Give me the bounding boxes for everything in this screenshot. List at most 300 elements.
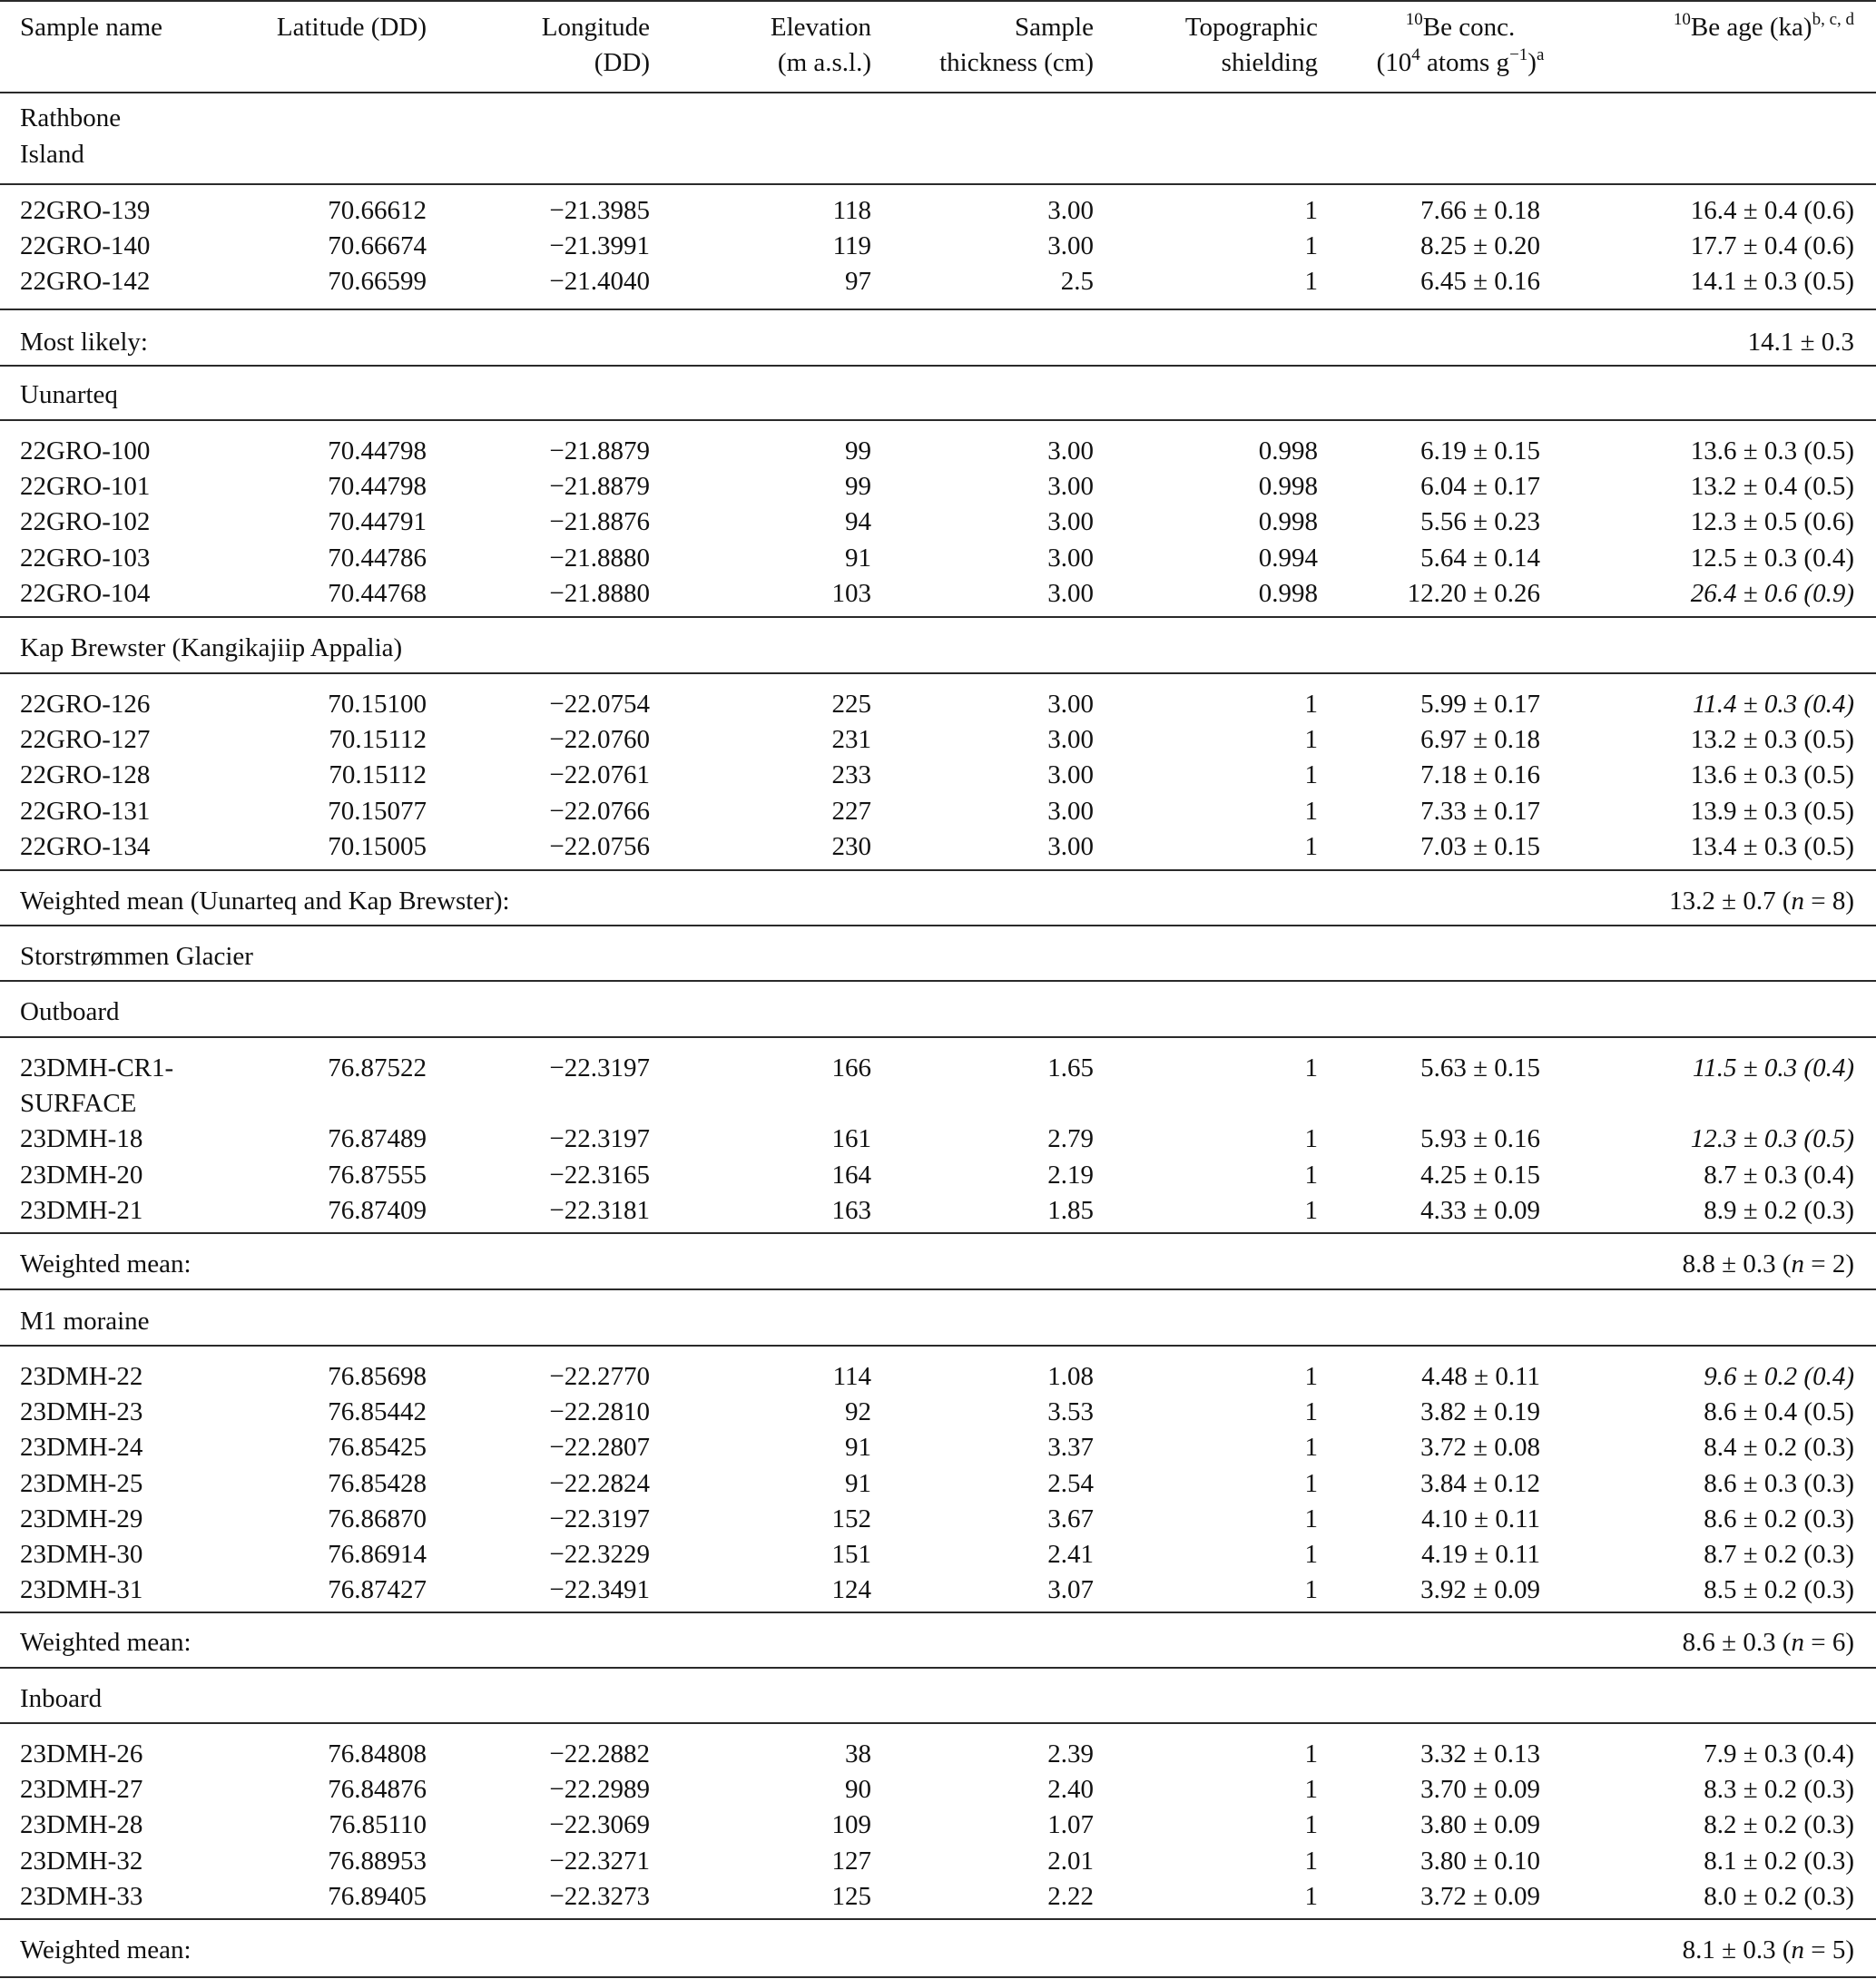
cell-sample-name: 22GRO-100 bbox=[20, 436, 151, 465]
cell-be-age: 8.6 ± 0.2 (0.3) bbox=[1704, 1504, 1854, 1533]
section-label: Kap Brewster (Kangikajiip Appalia) bbox=[20, 633, 403, 662]
cell-thickness: 3.00 bbox=[1047, 832, 1094, 861]
cell-thickness: 3.00 bbox=[1047, 544, 1094, 573]
table-row bbox=[0, 193, 1876, 229]
cell-shielding: 0.998 bbox=[1258, 507, 1318, 536]
section-label: M1 moraine bbox=[20, 1307, 150, 1336]
cell-thickness: 2.79 bbox=[1047, 1124, 1094, 1153]
header-sample-thickness bbox=[939, 10, 1094, 81]
cell-be-age: 14.1 ± 0.3 (0.5) bbox=[1690, 267, 1854, 296]
cell-sample-name: 23DMH-27 bbox=[20, 1775, 143, 1804]
cell-be-conc: 5.93 ± 0.16 bbox=[1420, 1124, 1540, 1153]
section-label-line2: Island bbox=[20, 140, 84, 169]
table-row bbox=[0, 1122, 1876, 1157]
header-thickness-line2: thickness (cm) bbox=[939, 48, 1094, 77]
summary-label: Weighted mean: bbox=[20, 1628, 192, 1657]
cell-thickness: 3.00 bbox=[1047, 436, 1094, 465]
cell-shielding: 0.994 bbox=[1258, 544, 1318, 573]
cell-thickness: 1.85 bbox=[1047, 1196, 1094, 1225]
cell-shielding: 1 bbox=[1304, 1575, 1318, 1604]
table-row bbox=[0, 1808, 1876, 1843]
group-rule bbox=[0, 616, 1876, 618]
cell-elevation: 152 bbox=[831, 1504, 871, 1533]
cell-be-conc: 6.04 ± 0.17 bbox=[1420, 472, 1540, 501]
cell-latitude: 76.88953 bbox=[328, 1847, 427, 1876]
cell-be-conc: 3.72 ± 0.09 bbox=[1420, 1882, 1540, 1911]
cell-sample-name: 22GRO-102 bbox=[20, 507, 151, 536]
summary-value-count: = 5) bbox=[1803, 1935, 1854, 1964]
table-row bbox=[0, 1359, 1876, 1395]
group-rule bbox=[0, 1612, 1876, 1613]
summary-value-main: 8.1 ± 0.3 ( bbox=[1682, 1935, 1792, 1964]
summary-value-n: n bbox=[1791, 887, 1804, 916]
cell-elevation: 166 bbox=[831, 1053, 871, 1083]
cell-be-age: 13.2 ± 0.3 (0.5) bbox=[1690, 725, 1854, 754]
cell-thickness: 3.00 bbox=[1047, 797, 1094, 826]
cell-sample-name: 22GRO-142 bbox=[20, 267, 151, 296]
cell-latitude: 70.44768 bbox=[328, 579, 427, 608]
cell-shielding: 1 bbox=[1304, 1161, 1318, 1190]
cell-latitude: 70.15100 bbox=[328, 690, 427, 719]
cell-elevation: 38 bbox=[845, 1739, 871, 1768]
header-thickness-line1: Sample bbox=[1015, 13, 1094, 42]
group-rule bbox=[0, 309, 1876, 310]
cell-be-conc: 5.64 ± 0.14 bbox=[1420, 544, 1540, 573]
cell-be-conc: 4.25 ± 0.15 bbox=[1420, 1161, 1540, 1190]
cell-be-age: 12.3 ± 0.3 (0.5) bbox=[1690, 1124, 1854, 1153]
cell-elevation: 90 bbox=[845, 1775, 871, 1804]
cell-be-conc: 3.80 ± 0.10 bbox=[1420, 1847, 1540, 1876]
cell-sample-name: 23DMH-24 bbox=[20, 1433, 143, 1462]
cell-thickness: 3.00 bbox=[1047, 507, 1094, 536]
cell-be-conc: 6.45 ± 0.16 bbox=[1420, 267, 1540, 296]
cell-shielding: 1 bbox=[1304, 1775, 1318, 1804]
cell-sample-name: 23DMH-25 bbox=[20, 1469, 143, 1498]
cell-sample-name: 23DMH-32 bbox=[20, 1847, 143, 1876]
cell-shielding: 1 bbox=[1304, 1362, 1318, 1391]
table-row bbox=[0, 1737, 1876, 1772]
table-row bbox=[0, 576, 1876, 612]
cell-elevation: 227 bbox=[831, 797, 871, 826]
header-longitude bbox=[542, 10, 650, 81]
cell-thickness: 3.37 bbox=[1047, 1433, 1094, 1462]
cell-thickness: 3.00 bbox=[1047, 690, 1094, 719]
cell-shielding: 1 bbox=[1304, 1739, 1318, 1768]
cell-be-conc: 3.82 ± 0.19 bbox=[1420, 1397, 1540, 1426]
header-conc-label: Be conc. bbox=[1422, 13, 1516, 42]
cell-longitude: −22.2770 bbox=[549, 1362, 650, 1391]
cell-be-age: 9.6 ± 0.2 (0.4) bbox=[1704, 1362, 1854, 1391]
cell-elevation: 114 bbox=[832, 1362, 871, 1391]
cell-be-age: 13.4 ± 0.3 (0.5) bbox=[1690, 832, 1854, 861]
cell-longitude: −22.0761 bbox=[549, 760, 650, 789]
table-row bbox=[0, 1051, 1876, 1086]
cell-latitude: 76.87522 bbox=[328, 1053, 427, 1083]
header-rule bbox=[0, 92, 1876, 93]
cell-elevation: 103 bbox=[831, 579, 871, 608]
header-elevation bbox=[771, 10, 871, 81]
cell-thickness: 2.19 bbox=[1047, 1161, 1094, 1190]
cell-longitude: −22.0760 bbox=[549, 725, 650, 754]
cell-be-conc: 3.70 ± 0.09 bbox=[1420, 1775, 1540, 1804]
cell-be-age: 8.5 ± 0.2 (0.3) bbox=[1704, 1575, 1854, 1604]
cell-shielding: 1 bbox=[1304, 1847, 1318, 1876]
table-row bbox=[0, 1466, 1876, 1502]
cell-thickness: 3.00 bbox=[1047, 196, 1094, 225]
table-row bbox=[0, 758, 1876, 793]
cell-be-age: 13.9 ± 0.3 (0.5) bbox=[1690, 797, 1854, 826]
cell-elevation: 124 bbox=[831, 1575, 871, 1604]
cell-latitude: 76.87489 bbox=[328, 1124, 427, 1153]
table-row-continuation bbox=[0, 1086, 1876, 1122]
cell-be-conc: 5.99 ± 0.17 bbox=[1420, 690, 1540, 719]
cell-latitude: 70.66674 bbox=[328, 231, 427, 260]
cell-shielding: 1 bbox=[1304, 1053, 1318, 1083]
cell-latitude: 70.15077 bbox=[328, 797, 427, 826]
bottom-rule bbox=[0, 1976, 1876, 1978]
cell-latitude: 70.44791 bbox=[328, 507, 427, 536]
cell-shielding: 1 bbox=[1304, 1124, 1318, 1153]
table-row bbox=[0, 794, 1876, 829]
cell-longitude: −21.3991 bbox=[549, 231, 650, 260]
cell-longitude: −21.8879 bbox=[549, 436, 650, 465]
cell-latitude: 76.89405 bbox=[328, 1882, 427, 1911]
table-row bbox=[0, 469, 1876, 505]
cell-elevation: 127 bbox=[831, 1847, 871, 1876]
cell-longitude: −22.3197 bbox=[549, 1053, 650, 1083]
cell-elevation: 225 bbox=[831, 690, 871, 719]
cell-longitude: −21.3985 bbox=[549, 196, 650, 225]
summary-value bbox=[1669, 884, 1854, 919]
section-rule bbox=[0, 1345, 1876, 1347]
cell-elevation: 97 bbox=[845, 267, 871, 296]
cell-thickness: 1.07 bbox=[1047, 1810, 1094, 1839]
cell-longitude: −22.0756 bbox=[549, 832, 650, 861]
cell-sample-name: 23DMH-21 bbox=[20, 1196, 143, 1225]
cell-elevation: 109 bbox=[831, 1810, 871, 1839]
cell-shielding: 0.998 bbox=[1258, 436, 1318, 465]
cell-longitude: −22.2807 bbox=[549, 1433, 650, 1462]
cell-shielding: 1 bbox=[1304, 832, 1318, 861]
header-conc-unit-close: ) bbox=[1527, 48, 1537, 77]
cell-thickness: 3.00 bbox=[1047, 579, 1094, 608]
cell-longitude: −22.2989 bbox=[549, 1775, 650, 1804]
cell-be-age: 13.6 ± 0.3 (0.5) bbox=[1690, 436, 1854, 465]
cell-be-age: 11.4 ± 0.3 (0.4) bbox=[1692, 690, 1854, 719]
cell-be-conc: 4.33 ± 0.09 bbox=[1420, 1196, 1540, 1225]
summary-value-count: = 2) bbox=[1803, 1249, 1854, 1279]
group-rule bbox=[0, 1232, 1876, 1234]
table-row bbox=[0, 687, 1876, 722]
cell-thickness: 2.54 bbox=[1047, 1469, 1094, 1498]
cell-elevation: 91 bbox=[845, 1433, 871, 1462]
cell-latitude: 76.86914 bbox=[328, 1540, 427, 1569]
table-row bbox=[0, 1158, 1876, 1193]
header-elevation-line2: (m a.s.l.) bbox=[777, 48, 871, 77]
cell-elevation: 91 bbox=[845, 544, 871, 573]
cell-longitude: −22.0754 bbox=[549, 690, 650, 719]
table-row bbox=[0, 722, 1876, 758]
table-row bbox=[0, 1193, 1876, 1229]
header-age-isotope: 10 bbox=[1673, 10, 1691, 29]
cell-latitude: 70.15005 bbox=[328, 832, 427, 861]
cell-sample-name: 23DMH-33 bbox=[20, 1882, 143, 1911]
cell-sample-name: 22GRO-103 bbox=[20, 544, 151, 573]
cell-be-age: 8.3 ± 0.2 (0.3) bbox=[1704, 1775, 1854, 1804]
cell-latitude: 76.87555 bbox=[328, 1161, 427, 1190]
cell-latitude: 76.84808 bbox=[328, 1739, 427, 1768]
cell-elevation: 125 bbox=[831, 1882, 871, 1911]
cell-sample-name: 23DMH-30 bbox=[20, 1540, 143, 1569]
cell-latitude: 70.15112 bbox=[329, 725, 427, 754]
cell-sample-name: 22GRO-127 bbox=[20, 725, 151, 754]
header-longitude-line2: (DD) bbox=[594, 48, 650, 77]
cell-thickness: 3.00 bbox=[1047, 725, 1094, 754]
cell-thickness: 2.41 bbox=[1047, 1540, 1094, 1569]
cell-latitude: 76.85428 bbox=[328, 1469, 427, 1498]
cell-elevation: 163 bbox=[831, 1196, 871, 1225]
summary-value-count: = 6) bbox=[1803, 1628, 1854, 1657]
cell-elevation: 99 bbox=[845, 472, 871, 501]
cell-be-age: 8.7 ± 0.3 (0.4) bbox=[1704, 1161, 1854, 1190]
section-label-line1: Rathbone bbox=[20, 103, 122, 132]
cell-be-conc: 3.92 ± 0.09 bbox=[1420, 1575, 1540, 1604]
cell-shielding: 1 bbox=[1304, 1469, 1318, 1498]
cell-elevation: 164 bbox=[831, 1161, 871, 1190]
summary-label: Weighted mean: bbox=[20, 1249, 192, 1279]
cell-be-age: 13.2 ± 0.4 (0.5) bbox=[1690, 472, 1854, 501]
header-conc-footnote: a bbox=[1536, 45, 1545, 64]
cell-elevation: 119 bbox=[832, 231, 871, 260]
section-rule bbox=[0, 419, 1876, 421]
group-rule bbox=[0, 1918, 1876, 1920]
header-topographic-shielding bbox=[1185, 10, 1318, 81]
section-label: Inboard bbox=[20, 1684, 103, 1713]
summary-value bbox=[1683, 1933, 1854, 1968]
cell-elevation: 161 bbox=[831, 1124, 871, 1153]
cell-elevation: 91 bbox=[845, 1469, 871, 1498]
cell-be-age: 8.0 ± 0.2 (0.3) bbox=[1704, 1882, 1854, 1911]
cell-sample-name: 23DMH-29 bbox=[20, 1504, 143, 1533]
cell-shielding: 1 bbox=[1304, 690, 1318, 719]
cell-be-age: 8.9 ± 0.2 (0.3) bbox=[1704, 1196, 1854, 1225]
header-conc-exponent: 4 bbox=[1411, 45, 1420, 64]
cell-latitude: 70.44798 bbox=[328, 472, 427, 501]
cell-elevation: 92 bbox=[845, 1397, 871, 1426]
cell-sample-name: 23DMH-18 bbox=[20, 1124, 143, 1153]
cell-latitude: 76.87409 bbox=[328, 1196, 427, 1225]
summary-rule bbox=[0, 365, 1876, 367]
cell-be-age: 17.7 ± 0.4 (0.6) bbox=[1690, 231, 1854, 260]
summary-label: Most likely: bbox=[20, 328, 148, 357]
section-label: Outboard bbox=[20, 997, 120, 1026]
cell-longitude: −21.8876 bbox=[549, 507, 650, 536]
section-label: Uunarteq bbox=[20, 380, 118, 409]
cell-longitude: −22.3229 bbox=[549, 1540, 650, 1569]
header-conc-line2 bbox=[1356, 45, 1565, 81]
table-row bbox=[0, 264, 1876, 299]
table-row bbox=[0, 541, 1876, 576]
cell-sample-name: 22GRO-101 bbox=[20, 472, 151, 501]
cell-thickness: 2.39 bbox=[1047, 1739, 1094, 1768]
cell-shielding: 1 bbox=[1304, 1810, 1318, 1839]
summary-value-main: 13.2 ± 0.7 ( bbox=[1669, 887, 1792, 916]
cell-thickness: 3.00 bbox=[1047, 760, 1094, 789]
summary-value-main: 8.8 ± 0.3 ( bbox=[1682, 1249, 1792, 1279]
cell-be-age: 8.2 ± 0.2 (0.3) bbox=[1704, 1810, 1854, 1839]
cell-sample-name: 22GRO-126 bbox=[20, 690, 151, 719]
summary-value bbox=[1683, 1247, 1854, 1282]
cell-longitude: −22.3197 bbox=[549, 1504, 650, 1533]
cell-be-conc: 4.10 ± 0.11 bbox=[1421, 1504, 1540, 1533]
header-conc-unit: atoms g bbox=[1419, 48, 1510, 77]
cell-be-age: 13.6 ± 0.3 (0.5) bbox=[1690, 760, 1854, 789]
summary-value: 14.1 ± 0.3 bbox=[1747, 328, 1854, 357]
cell-be-age: 8.1 ± 0.2 (0.3) bbox=[1704, 1847, 1854, 1876]
cell-be-conc: 7.33 ± 0.17 bbox=[1420, 797, 1540, 826]
cell-sample-name-line2: SURFACE bbox=[20, 1089, 137, 1118]
header-conc-exponent2: −1 bbox=[1509, 45, 1528, 64]
cell-sample-name: 23DMH-28 bbox=[20, 1810, 143, 1839]
cell-latitude: 70.66612 bbox=[328, 196, 427, 225]
summary-label: Weighted mean: bbox=[20, 1935, 192, 1964]
cell-longitude: −22.2882 bbox=[549, 1739, 650, 1768]
cell-be-age: 12.5 ± 0.3 (0.4) bbox=[1690, 544, 1854, 573]
cell-shielding: 1 bbox=[1304, 725, 1318, 754]
summary-rule bbox=[0, 1667, 1876, 1669]
cell-longitude: −21.4040 bbox=[549, 267, 650, 296]
cell-thickness: 2.22 bbox=[1047, 1882, 1094, 1911]
header-longitude-line1: Longitude bbox=[541, 13, 650, 42]
section-rule bbox=[0, 672, 1876, 674]
cell-sample-name: 22GRO-140 bbox=[20, 231, 151, 260]
cell-be-age: 11.5 ± 0.3 (0.4) bbox=[1692, 1053, 1854, 1083]
cell-be-conc: 5.63 ± 0.15 bbox=[1420, 1053, 1540, 1083]
cell-elevation: 233 bbox=[831, 760, 871, 789]
cell-longitude: −21.8880 bbox=[549, 544, 650, 573]
cell-elevation: 231 bbox=[831, 725, 871, 754]
cell-be-conc: 12.20 ± 0.26 bbox=[1407, 579, 1540, 608]
summary-label: Weighted mean (Uunarteq and Kap Brewster): bbox=[20, 887, 510, 916]
section-rule bbox=[0, 183, 1876, 185]
cell-longitude: −22.3273 bbox=[549, 1882, 650, 1911]
cell-be-conc: 3.80 ± 0.09 bbox=[1420, 1810, 1540, 1839]
cell-shielding: 1 bbox=[1304, 760, 1318, 789]
cell-be-conc: 7.18 ± 0.16 bbox=[1420, 760, 1540, 789]
cell-latitude: 70.44786 bbox=[328, 544, 427, 573]
cell-sample-name: 23DMH-31 bbox=[20, 1575, 143, 1604]
top-rule bbox=[0, 0, 1876, 2]
cell-shielding: 1 bbox=[1304, 1540, 1318, 1569]
cell-be-conc: 3.32 ± 0.13 bbox=[1420, 1739, 1540, 1768]
cell-thickness: 2.5 bbox=[1060, 267, 1094, 296]
cell-be-conc: 6.97 ± 0.18 bbox=[1420, 725, 1540, 754]
header-latitude: Latitude (DD) bbox=[276, 13, 427, 42]
cell-be-age: 12.3 ± 0.5 (0.6) bbox=[1690, 507, 1854, 536]
cell-shielding: 1 bbox=[1304, 267, 1318, 296]
cell-shielding: 0.998 bbox=[1258, 579, 1318, 608]
header-conc-unit-open: (10 bbox=[1376, 48, 1412, 77]
cell-sample-name: 22GRO-104 bbox=[20, 579, 151, 608]
cell-sample-name: 23DMH-23 bbox=[20, 1397, 143, 1426]
cell-thickness: 2.40 bbox=[1047, 1775, 1094, 1804]
cell-latitude: 70.66599 bbox=[328, 267, 427, 296]
cell-longitude: −22.0766 bbox=[549, 797, 650, 826]
summary-rule bbox=[0, 925, 1876, 926]
cell-be-age: 8.6 ± 0.3 (0.3) bbox=[1704, 1469, 1854, 1498]
table-row bbox=[0, 434, 1876, 469]
header-shielding-line1: Topographic bbox=[1184, 13, 1318, 42]
summary-value-n: n bbox=[1791, 1628, 1804, 1657]
cell-elevation: 230 bbox=[831, 832, 871, 861]
table-row bbox=[0, 1572, 1876, 1608]
table-row bbox=[0, 1502, 1876, 1537]
cell-latitude: 76.85442 bbox=[328, 1397, 427, 1426]
cell-longitude: −22.3165 bbox=[549, 1161, 650, 1190]
cell-sample-name: 23DMH-26 bbox=[20, 1739, 143, 1768]
cell-latitude: 76.86870 bbox=[328, 1504, 427, 1533]
cell-thickness: 2.01 bbox=[1047, 1847, 1094, 1876]
summary-value-n: n bbox=[1791, 1935, 1804, 1964]
cell-sample-name: 23DMH-CR1- bbox=[20, 1053, 174, 1083]
cell-sample-name: 22GRO-131 bbox=[20, 797, 151, 826]
cell-be-conc: 7.66 ± 0.18 bbox=[1420, 196, 1540, 225]
cell-thickness: 1.08 bbox=[1047, 1362, 1094, 1391]
table-row bbox=[0, 229, 1876, 264]
cell-be-conc: 3.72 ± 0.08 bbox=[1420, 1433, 1540, 1462]
cell-longitude: −22.2810 bbox=[549, 1397, 650, 1426]
cell-elevation: 94 bbox=[845, 507, 871, 536]
section-rule bbox=[0, 1722, 1876, 1724]
cell-be-conc: 6.19 ± 0.15 bbox=[1420, 436, 1540, 465]
table-row bbox=[0, 1395, 1876, 1430]
cell-elevation: 118 bbox=[832, 196, 871, 225]
cell-elevation: 99 bbox=[845, 436, 871, 465]
cell-be-conc: 5.56 ± 0.23 bbox=[1420, 507, 1540, 536]
summary-value-n: n bbox=[1791, 1249, 1804, 1279]
cell-latitude: 76.84876 bbox=[328, 1775, 427, 1804]
cell-be-age: 8.7 ± 0.2 (0.3) bbox=[1704, 1540, 1854, 1569]
cell-longitude: −22.3271 bbox=[549, 1847, 650, 1876]
header-conc-isotope: 10 bbox=[1405, 10, 1423, 29]
summary-value-count: = 8) bbox=[1803, 887, 1854, 916]
cell-sample-name: 22GRO-139 bbox=[20, 196, 151, 225]
table-row bbox=[0, 1844, 1876, 1879]
cell-sample-name: 22GRO-128 bbox=[20, 760, 151, 789]
cell-thickness: 3.67 bbox=[1047, 1504, 1094, 1533]
table-row bbox=[0, 505, 1876, 540]
cell-longitude: −22.3491 bbox=[549, 1575, 650, 1604]
cell-longitude: −22.3197 bbox=[549, 1124, 650, 1153]
section-rule bbox=[0, 1036, 1876, 1038]
group-rule bbox=[0, 869, 1876, 871]
header-age-label: Be age (ka) bbox=[1690, 13, 1812, 42]
cell-latitude: 76.85698 bbox=[328, 1362, 427, 1391]
cell-longitude: −21.8879 bbox=[549, 472, 650, 501]
cell-sample-name: 23DMH-20 bbox=[20, 1161, 143, 1190]
section-label: Storstrømmen Glacier bbox=[20, 942, 253, 971]
cell-shielding: 1 bbox=[1304, 1196, 1318, 1225]
cell-shielding: 0.998 bbox=[1258, 472, 1318, 501]
cell-elevation: 151 bbox=[831, 1540, 871, 1569]
cell-shielding: 1 bbox=[1304, 1433, 1318, 1462]
cell-thickness: 3.07 bbox=[1047, 1575, 1094, 1604]
cell-longitude: −22.3069 bbox=[549, 1810, 650, 1839]
header-conc-line1 bbox=[1356, 10, 1565, 45]
header-shielding-line2: shielding bbox=[1221, 48, 1318, 77]
cell-longitude: −22.3181 bbox=[549, 1196, 650, 1225]
cell-latitude: 76.85110 bbox=[329, 1810, 427, 1839]
